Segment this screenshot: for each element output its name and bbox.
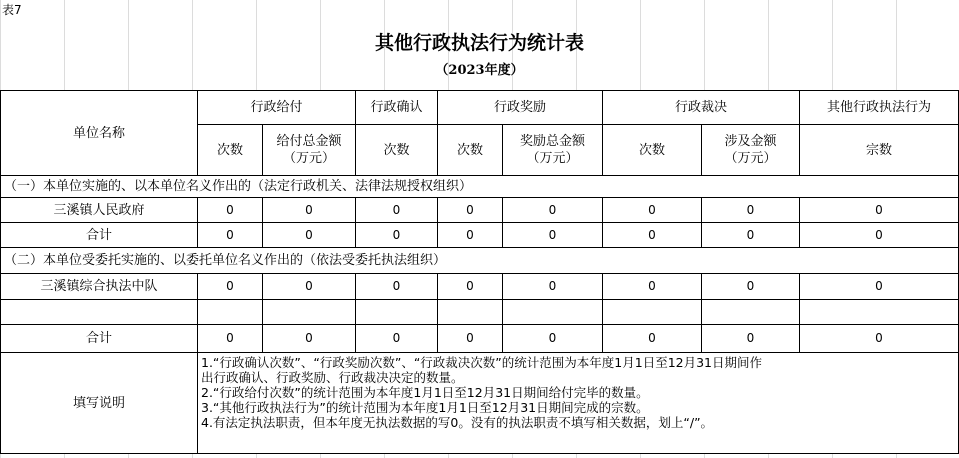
grid-line — [701, 124, 702, 176]
grid-line — [197, 124, 959, 125]
header-pay-amount-unit: （万元） — [282, 151, 335, 166]
grid-line — [0, 453, 959, 454]
header-reward-amount[interactable] — [503, 125, 602, 175]
table-cell[interactable] — [356, 300, 437, 324]
note-line: 2.“行政给付次数”的统计范围为本年度1月1日至12月31日期间给付完毕的数量。 — [201, 385, 649, 400]
grid-line — [502, 197, 503, 248]
grid-line — [799, 90, 800, 176]
grid-line — [437, 273, 438, 353]
table-cell[interactable]: 0 — [198, 223, 262, 247]
table-cell[interactable]: 0 — [603, 325, 701, 352]
table-cell[interactable]: 0 — [603, 223, 701, 247]
table-cell[interactable] — [438, 300, 502, 324]
page-title: 其他行政执法行为统计表 — [374, 31, 584, 54]
header-ruling-amount[interactable] — [702, 125, 799, 175]
section-2-label[interactable]: （二）本单位受委托实施的、以委托单位名义作出的（依法受委托执法组织） — [1, 248, 958, 273]
grid-line — [262, 197, 263, 248]
grid-line — [437, 90, 438, 176]
grid-line — [197, 197, 198, 248]
note-line: 3.“其他行政执法行为”的统计范围为本年度1月1日至12月31日期间完成的宗数。 — [201, 400, 649, 415]
header-other-count[interactable]: 宗数 — [800, 125, 958, 175]
table-cell[interactable]: 0 — [800, 223, 958, 247]
header-group-other[interactable]: 其他行政执法行为 — [800, 91, 958, 124]
table-cell[interactable]: 0 — [503, 325, 602, 352]
header-pay-amount-label: 给付总金额 — [276, 134, 342, 149]
table-cell[interactable]: 0 — [603, 198, 701, 222]
row-subtotal-label[interactable]: 合计 — [1, 223, 197, 247]
note-line: 4.有法定执法职责，但本年度无执法数据的写0。没有的执法职责不填写相关数据，划上“/”。 — [201, 415, 714, 430]
grid-line — [197, 90, 198, 176]
note-line: 出行政确认、行政奖励、行政裁决决定的数量。 — [201, 370, 464, 385]
table-cell[interactable]: 0 — [702, 325, 799, 352]
grid-line — [355, 273, 356, 353]
table-cell[interactable]: 0 — [702, 223, 799, 247]
table-cell[interactable]: 0 — [438, 198, 502, 222]
table-cell[interactable]: 0 — [603, 274, 701, 299]
header-ruling-amount-label: 涉及金额 — [724, 134, 777, 149]
table-cell[interactable] — [503, 300, 602, 324]
table-cell[interactable]: 0 — [198, 198, 262, 222]
grid-line — [799, 197, 800, 248]
section-1-label[interactable]: （一）本单位实施的、以本单位名义作出的（法定行政机关、法律法规授权组织） — [1, 176, 958, 197]
header-unit-name[interactable]: 单位名称 — [1, 91, 197, 175]
header-group-reward[interactable]: 行政奖励 — [438, 91, 602, 124]
grid-line — [0, 352, 959, 353]
table-tag: 表7 — [2, 2, 22, 17]
table-cell[interactable]: 0 — [198, 325, 262, 352]
header-pay-count[interactable]: 次数 — [198, 125, 262, 175]
grid-line — [0, 273, 959, 274]
table-cell[interactable]: 0 — [356, 198, 437, 222]
table-cell[interactable]: 0 — [263, 274, 355, 299]
grid-line — [0, 90, 959, 91]
header-group-payment[interactable]: 行政给付 — [198, 91, 355, 124]
header-reward-amount-label: 奖励总金额 — [519, 134, 585, 149]
header-pay-amount[interactable] — [263, 125, 355, 175]
table-cell[interactable]: 0 — [503, 198, 602, 222]
grid-line — [602, 273, 603, 353]
grid-line — [437, 197, 438, 248]
header-ruling-amount-unit: （万元） — [724, 151, 777, 166]
row-unit-name[interactable] — [1, 300, 197, 324]
grid-line — [355, 90, 356, 176]
table-cell[interactable]: 0 — [800, 274, 958, 299]
grid-line — [355, 197, 356, 248]
table-cell[interactable]: 0 — [356, 274, 437, 299]
grid-line — [197, 273, 198, 454]
table-cell[interactable] — [263, 300, 355, 324]
row-unit-name[interactable]: 三溪镇人民政府 — [1, 198, 197, 222]
grid-line — [0, 299, 959, 300]
grid-line — [701, 197, 702, 248]
grid-line — [602, 90, 603, 176]
grid-line — [0, 90, 1, 454]
header-reward-amount-unit: （万元） — [526, 151, 579, 166]
table-cell[interactable] — [800, 300, 958, 324]
table-cell[interactable]: 0 — [438, 223, 502, 247]
header-group-ruling[interactable]: 行政裁决 — [603, 91, 799, 124]
table-cell[interactable]: 0 — [438, 325, 502, 352]
grid-line — [0, 175, 959, 176]
table-cell[interactable]: 0 — [800, 198, 958, 222]
row-subtotal-label[interactable]: 合计 — [1, 325, 197, 352]
notes-content[interactable] — [198, 353, 958, 453]
table-cell[interactable]: 0 — [503, 274, 602, 299]
notes-label[interactable]: 填写说明 — [1, 353, 197, 453]
table-cell[interactable]: 0 — [263, 223, 355, 247]
grid-line — [0, 222, 959, 223]
table-cell[interactable]: 0 — [800, 325, 958, 352]
header-group-confirmation[interactable]: 行政确认 — [356, 91, 437, 124]
table-cell[interactable] — [603, 300, 701, 324]
table-cell[interactable]: 0 — [198, 274, 262, 299]
grid-line — [502, 124, 503, 176]
grid-line — [602, 197, 603, 248]
table-cell[interactable]: 0 — [438, 274, 502, 299]
page-subtitle: （2023年度） — [435, 62, 524, 78]
grid-line — [0, 247, 959, 248]
grid-line — [0, 324, 959, 325]
grid-line — [502, 273, 503, 353]
header-confirm-count[interactable]: 次数 — [356, 125, 437, 175]
table-cell[interactable]: 0 — [702, 198, 799, 222]
header-ruling-count[interactable]: 次数 — [603, 125, 701, 175]
table-cell[interactable]: 0 — [263, 325, 355, 352]
row-unit-name[interactable]: 三溪镇综合执法中队 — [1, 274, 197, 299]
note-line: 1.“行政确认次数”、“行政奖励次数”、“行政裁决次数”的统计范围为本年度1月1日至12月31日期间作 — [201, 355, 763, 370]
grid-line — [701, 273, 702, 353]
header-reward-count[interactable]: 次数 — [438, 125, 502, 175]
table-cell[interactable] — [198, 300, 262, 324]
table-cell[interactable]: 0 — [503, 223, 602, 247]
table-cell[interactable] — [702, 300, 799, 324]
table-cell[interactable]: 0 — [356, 325, 437, 352]
grid-line — [262, 124, 263, 176]
table-cell[interactable]: 0 — [702, 274, 799, 299]
table-cell[interactable]: 0 — [263, 198, 355, 222]
table-cell[interactable]: 0 — [356, 223, 437, 247]
grid-line — [799, 273, 800, 353]
grid-line — [262, 273, 263, 353]
grid-line — [0, 197, 959, 198]
